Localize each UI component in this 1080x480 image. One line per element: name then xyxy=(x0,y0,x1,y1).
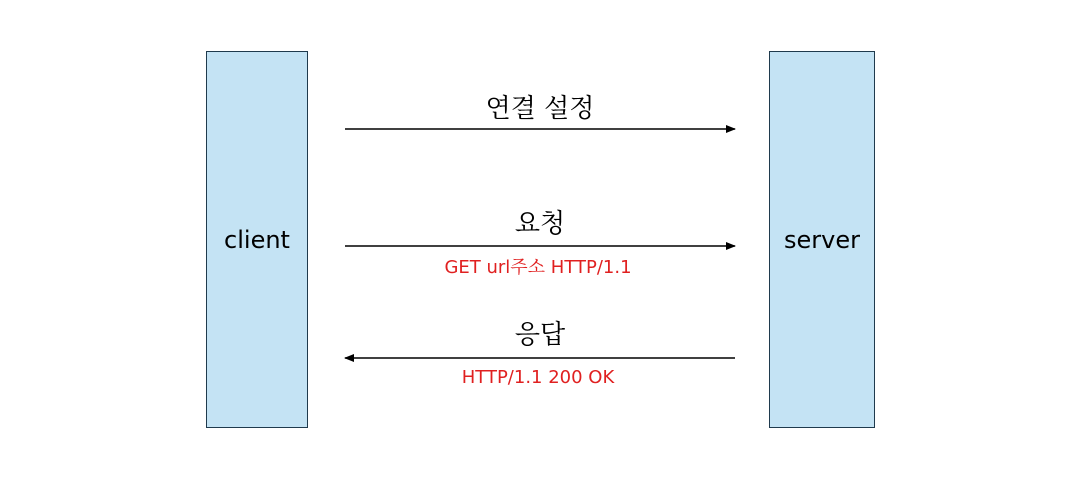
response-label: 응답 xyxy=(514,320,566,350)
request-detail: GET url주소 HTTP/1.1 xyxy=(444,257,632,278)
request-label: 요청 xyxy=(514,209,566,239)
connect-label: 연결 설정 xyxy=(485,94,595,124)
client-label: client xyxy=(224,225,290,254)
server-label: server xyxy=(784,225,860,254)
response-detail: HTTP/1.1 200 OK xyxy=(461,367,615,388)
